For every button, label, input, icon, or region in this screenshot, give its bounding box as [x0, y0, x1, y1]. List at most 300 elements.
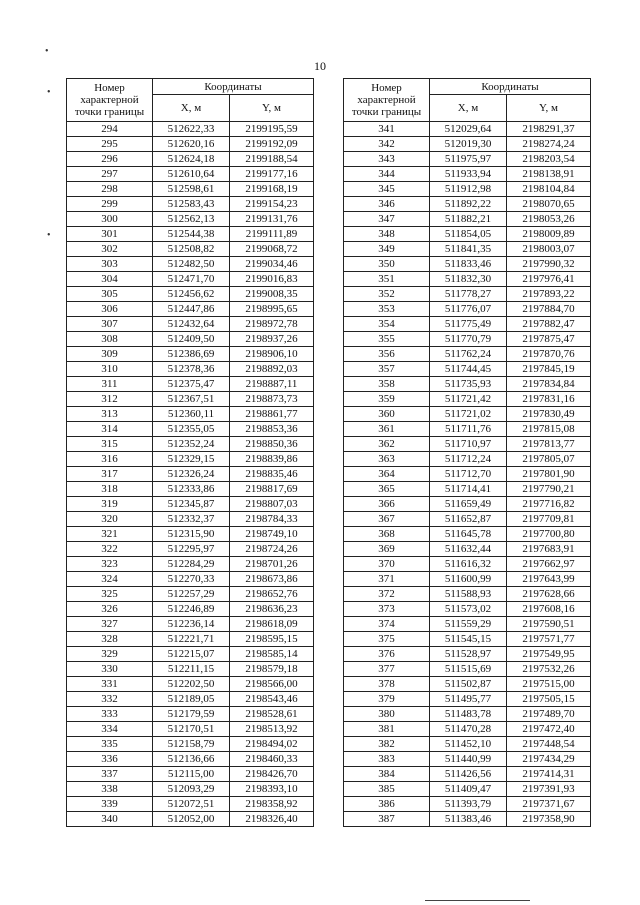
point-number-cell: 361 — [344, 422, 430, 437]
y-coordinate-cell: 2197532,26 — [507, 662, 591, 677]
y-coordinate-cell: 2198291,37 — [507, 122, 591, 137]
x-coordinate-cell: 511882,21 — [430, 212, 507, 227]
x-coordinate-cell: 511652,87 — [430, 512, 507, 527]
y-coordinate-cell: 2197434,29 — [507, 752, 591, 767]
table-row — [344, 797, 591, 812]
y-coordinate-cell: 2197549,95 — [507, 647, 591, 662]
point-number-cell: 379 — [344, 692, 430, 707]
table-row — [344, 272, 591, 287]
y-coordinate-cell: 2198749,10 — [230, 527, 314, 542]
y-coordinate-cell: 2197893,22 — [507, 287, 591, 302]
table-row — [344, 332, 591, 347]
x-coordinate-cell: 512598,61 — [153, 182, 230, 197]
y-coordinate-cell: 2198724,26 — [230, 542, 314, 557]
point-number-cell: 326 — [67, 602, 153, 617]
x-coordinate-cell: 512284,29 — [153, 557, 230, 572]
x-coordinate-cell: 511426,56 — [430, 767, 507, 782]
point-number-cell: 323 — [67, 557, 153, 572]
y-coordinate-cell: 2197358,90 — [507, 812, 591, 827]
table-row — [67, 692, 314, 707]
x-coordinate-cell: 511721,42 — [430, 392, 507, 407]
header-point-number: Номер характерной точки границы — [344, 79, 430, 122]
table-row — [67, 707, 314, 722]
point-number-cell: 316 — [67, 452, 153, 467]
x-coordinate-cell: 511515,69 — [430, 662, 507, 677]
x-coordinate-cell: 512610,64 — [153, 167, 230, 182]
x-coordinate-cell: 512189,05 — [153, 692, 230, 707]
table-row — [344, 722, 591, 737]
point-number-cell: 368 — [344, 527, 430, 542]
x-coordinate-cell: 511588,93 — [430, 587, 507, 602]
y-coordinate-cell: 2198585,14 — [230, 647, 314, 662]
y-coordinate-cell: 2198393,10 — [230, 782, 314, 797]
table-row — [67, 317, 314, 332]
table-row — [344, 692, 591, 707]
y-coordinate-cell: 2199192,09 — [230, 137, 314, 152]
table-row — [344, 302, 591, 317]
y-coordinate-cell: 2198673,86 — [230, 572, 314, 587]
table-row — [67, 587, 314, 602]
y-coordinate-cell: 2197831,16 — [507, 392, 591, 407]
table-row — [344, 632, 591, 647]
table-row — [344, 377, 591, 392]
y-coordinate-cell: 2198807,03 — [230, 497, 314, 512]
y-coordinate-cell: 2199111,89 — [230, 227, 314, 242]
table-row — [67, 197, 314, 212]
point-number-cell: 367 — [344, 512, 430, 527]
x-coordinate-cell: 511892,22 — [430, 197, 507, 212]
table-row — [67, 167, 314, 182]
point-number-cell: 304 — [67, 272, 153, 287]
y-coordinate-cell: 2198873,73 — [230, 392, 314, 407]
point-number-cell: 303 — [67, 257, 153, 272]
table-row — [344, 122, 591, 137]
table-row — [344, 587, 591, 602]
y-coordinate-cell: 2197414,31 — [507, 767, 591, 782]
table-row — [344, 362, 591, 377]
table-row — [344, 347, 591, 362]
table-row — [67, 302, 314, 317]
y-coordinate-cell: 2197813,77 — [507, 437, 591, 452]
page-number: 10 — [314, 59, 326, 73]
table-row — [344, 437, 591, 452]
x-coordinate-cell: 512562,13 — [153, 212, 230, 227]
y-coordinate-cell: 2198009,89 — [507, 227, 591, 242]
y-coordinate-cell: 2198652,76 — [230, 587, 314, 602]
y-coordinate-cell: 2198636,23 — [230, 602, 314, 617]
table-row — [67, 437, 314, 452]
y-coordinate-cell: 2197805,07 — [507, 452, 591, 467]
x-coordinate-cell: 512326,24 — [153, 467, 230, 482]
y-coordinate-cell: 2198494,02 — [230, 737, 314, 752]
point-number-cell: 338 — [67, 782, 153, 797]
x-coordinate-cell: 512236,14 — [153, 617, 230, 632]
y-coordinate-cell: 2198358,92 — [230, 797, 314, 812]
table-row — [67, 467, 314, 482]
x-coordinate-cell: 511616,32 — [430, 557, 507, 572]
table-row — [67, 497, 314, 512]
point-number-cell: 377 — [344, 662, 430, 677]
table-row — [67, 572, 314, 587]
point-number-cell: 296 — [67, 152, 153, 167]
point-number-cell: 332 — [67, 692, 153, 707]
point-number-cell: 355 — [344, 332, 430, 347]
point-number-cell: 378 — [344, 677, 430, 692]
point-number-cell: 366 — [344, 497, 430, 512]
point-number-cell: 371 — [344, 572, 430, 587]
table-row — [344, 317, 591, 332]
table-row — [344, 407, 591, 422]
x-coordinate-cell: 511409,47 — [430, 782, 507, 797]
point-number-cell: 331 — [67, 677, 153, 692]
table-row — [67, 527, 314, 542]
x-coordinate-cell: 512158,79 — [153, 737, 230, 752]
table-row — [344, 497, 591, 512]
table-row — [67, 122, 314, 137]
point-number-cell: 347 — [344, 212, 430, 227]
x-coordinate-cell: 511833,46 — [430, 257, 507, 272]
y-coordinate-cell: 2197801,90 — [507, 467, 591, 482]
point-number-cell: 299 — [67, 197, 153, 212]
table-row — [67, 152, 314, 167]
table-row — [344, 227, 591, 242]
point-number-cell: 354 — [344, 317, 430, 332]
x-coordinate-cell: 512360,11 — [153, 407, 230, 422]
point-number-cell: 311 — [67, 377, 153, 392]
coordinates-table-right — [343, 78, 591, 827]
table-row — [344, 152, 591, 167]
table-row — [344, 752, 591, 767]
y-coordinate-cell: 2198839,86 — [230, 452, 314, 467]
table-row — [344, 257, 591, 272]
y-coordinate-cell: 2198138,91 — [507, 167, 591, 182]
scan-mark: • — [47, 230, 51, 241]
x-coordinate-cell: 511776,07 — [430, 302, 507, 317]
scan-mark: • — [47, 87, 51, 98]
x-coordinate-cell: 512386,69 — [153, 347, 230, 362]
y-coordinate-cell: 2197700,80 — [507, 527, 591, 542]
table-row — [67, 737, 314, 752]
y-coordinate-cell: 2198618,09 — [230, 617, 314, 632]
table-row — [67, 242, 314, 257]
table-row — [67, 362, 314, 377]
table-row — [67, 557, 314, 572]
table-row — [67, 422, 314, 437]
x-coordinate-cell: 512019,30 — [430, 137, 507, 152]
point-number-cell: 308 — [67, 332, 153, 347]
x-coordinate-cell: 512257,29 — [153, 587, 230, 602]
table-row — [67, 662, 314, 677]
x-coordinate-cell: 512333,86 — [153, 482, 230, 497]
x-coordinate-cell: 512378,36 — [153, 362, 230, 377]
y-coordinate-cell: 2197472,40 — [507, 722, 591, 737]
y-coordinate-cell: 2197590,51 — [507, 617, 591, 632]
point-number-cell: 362 — [344, 437, 430, 452]
x-coordinate-cell: 512447,86 — [153, 302, 230, 317]
point-number-cell: 301 — [67, 227, 153, 242]
header-x: X, м — [430, 95, 507, 122]
table-row — [344, 392, 591, 407]
point-number-cell: 306 — [67, 302, 153, 317]
y-coordinate-cell: 2198528,61 — [230, 707, 314, 722]
point-number-cell: 321 — [67, 527, 153, 542]
table-row — [344, 527, 591, 542]
x-coordinate-cell: 512246,89 — [153, 602, 230, 617]
y-coordinate-cell: 2198543,46 — [230, 692, 314, 707]
table-row — [344, 647, 591, 662]
point-number-cell: 307 — [67, 317, 153, 332]
point-number-cell: 339 — [67, 797, 153, 812]
table-row — [344, 707, 591, 722]
y-coordinate-cell: 2199008,35 — [230, 287, 314, 302]
y-coordinate-cell: 2197515,00 — [507, 677, 591, 692]
y-coordinate-cell: 2198861,77 — [230, 407, 314, 422]
table-row — [67, 257, 314, 272]
y-coordinate-cell: 2198972,78 — [230, 317, 314, 332]
x-coordinate-cell: 511452,10 — [430, 737, 507, 752]
point-number-cell: 376 — [344, 647, 430, 662]
x-coordinate-cell: 511933,94 — [430, 167, 507, 182]
table-row — [344, 137, 591, 152]
table-row — [67, 227, 314, 242]
y-coordinate-cell: 2197683,91 — [507, 542, 591, 557]
point-number-cell: 346 — [344, 197, 430, 212]
point-number-cell: 357 — [344, 362, 430, 377]
point-number-cell: 334 — [67, 722, 153, 737]
point-number-cell: 336 — [67, 752, 153, 767]
y-coordinate-cell: 2199188,54 — [230, 152, 314, 167]
point-number-cell: 348 — [344, 227, 430, 242]
x-coordinate-cell: 511770,79 — [430, 332, 507, 347]
table-row — [344, 557, 591, 572]
y-coordinate-cell: 2198853,36 — [230, 422, 314, 437]
y-coordinate-cell: 2198003,07 — [507, 242, 591, 257]
point-number-cell: 358 — [344, 377, 430, 392]
y-coordinate-cell: 2198850,36 — [230, 437, 314, 452]
point-number-cell: 349 — [344, 242, 430, 257]
y-coordinate-cell: 2198995,65 — [230, 302, 314, 317]
point-number-cell: 297 — [67, 167, 153, 182]
point-number-cell: 369 — [344, 542, 430, 557]
table-row — [344, 452, 591, 467]
point-number-cell: 337 — [67, 767, 153, 782]
x-coordinate-cell: 512270,33 — [153, 572, 230, 587]
x-coordinate-cell: 511383,46 — [430, 812, 507, 827]
table-row — [67, 182, 314, 197]
point-number-cell: 364 — [344, 467, 430, 482]
table-row — [67, 542, 314, 557]
point-number-cell: 317 — [67, 467, 153, 482]
table-body-left — [67, 122, 314, 827]
x-coordinate-cell: 511483,78 — [430, 707, 507, 722]
point-number-cell: 327 — [67, 617, 153, 632]
table-row — [344, 242, 591, 257]
x-coordinate-cell: 511721,02 — [430, 407, 507, 422]
y-coordinate-cell: 2197489,70 — [507, 707, 591, 722]
x-coordinate-cell: 511912,98 — [430, 182, 507, 197]
x-coordinate-cell: 512367,51 — [153, 392, 230, 407]
point-number-cell: 350 — [344, 257, 430, 272]
table-row — [344, 512, 591, 527]
point-number-cell: 329 — [67, 647, 153, 662]
point-number-cell: 328 — [67, 632, 153, 647]
y-coordinate-cell: 2197391,93 — [507, 782, 591, 797]
table-row — [67, 797, 314, 812]
x-coordinate-cell: 512583,43 — [153, 197, 230, 212]
table-row — [344, 767, 591, 782]
y-coordinate-cell: 2197990,32 — [507, 257, 591, 272]
y-coordinate-cell: 2197830,49 — [507, 407, 591, 422]
point-number-cell: 370 — [344, 557, 430, 572]
y-coordinate-cell: 2198460,33 — [230, 752, 314, 767]
header-x: X, м — [153, 95, 230, 122]
point-number-cell: 345 — [344, 182, 430, 197]
point-number-cell: 313 — [67, 407, 153, 422]
y-coordinate-cell: 2198906,10 — [230, 347, 314, 362]
y-coordinate-cell: 2197608,16 — [507, 602, 591, 617]
y-coordinate-cell: 2198937,26 — [230, 332, 314, 347]
x-coordinate-cell: 512215,07 — [153, 647, 230, 662]
x-coordinate-cell: 512624,18 — [153, 152, 230, 167]
point-number-cell: 363 — [344, 452, 430, 467]
point-number-cell: 341 — [344, 122, 430, 137]
table-row — [67, 332, 314, 347]
y-coordinate-cell: 2198053,26 — [507, 212, 591, 227]
table-row — [344, 572, 591, 587]
point-number-cell: 385 — [344, 782, 430, 797]
table-row — [67, 677, 314, 692]
y-coordinate-cell: 2198887,11 — [230, 377, 314, 392]
y-coordinate-cell: 2197875,47 — [507, 332, 591, 347]
table-row — [344, 212, 591, 227]
y-coordinate-cell: 2198579,18 — [230, 662, 314, 677]
point-number-cell: 320 — [67, 512, 153, 527]
x-coordinate-cell: 512170,51 — [153, 722, 230, 737]
point-number-cell: 325 — [67, 587, 153, 602]
y-coordinate-cell: 2198326,40 — [230, 812, 314, 827]
y-coordinate-cell: 2197628,66 — [507, 587, 591, 602]
x-coordinate-cell: 512315,90 — [153, 527, 230, 542]
x-coordinate-cell: 511573,02 — [430, 602, 507, 617]
x-coordinate-cell: 511775,49 — [430, 317, 507, 332]
y-coordinate-cell: 2198892,03 — [230, 362, 314, 377]
y-coordinate-cell: 2198784,33 — [230, 512, 314, 527]
table-row — [67, 482, 314, 497]
x-coordinate-cell: 512432,64 — [153, 317, 230, 332]
table-row — [344, 167, 591, 182]
x-coordinate-cell: 511778,27 — [430, 287, 507, 302]
point-number-cell: 382 — [344, 737, 430, 752]
point-number-cell: 324 — [67, 572, 153, 587]
point-number-cell: 310 — [67, 362, 153, 377]
table-row — [67, 617, 314, 632]
x-coordinate-cell: 512471,70 — [153, 272, 230, 287]
point-number-cell: 335 — [67, 737, 153, 752]
table-row — [67, 512, 314, 527]
point-number-cell: 302 — [67, 242, 153, 257]
point-number-cell: 383 — [344, 752, 430, 767]
x-coordinate-cell: 512409,50 — [153, 332, 230, 347]
table-row — [67, 347, 314, 362]
point-number-cell: 360 — [344, 407, 430, 422]
x-coordinate-cell: 512456,62 — [153, 287, 230, 302]
table-row — [67, 272, 314, 287]
header-y: Y, м — [507, 95, 591, 122]
x-coordinate-cell: 512221,71 — [153, 632, 230, 647]
point-number-cell: 365 — [344, 482, 430, 497]
x-coordinate-cell: 512375,47 — [153, 377, 230, 392]
table-row — [344, 542, 591, 557]
point-number-cell: 372 — [344, 587, 430, 602]
point-number-cell: 312 — [67, 392, 153, 407]
x-coordinate-cell: 512355,05 — [153, 422, 230, 437]
table-row — [344, 677, 591, 692]
table-row — [67, 452, 314, 467]
x-coordinate-cell: 512115,00 — [153, 767, 230, 782]
x-coordinate-cell: 512093,29 — [153, 782, 230, 797]
y-coordinate-cell: 2198203,54 — [507, 152, 591, 167]
header-coordinates: Координаты — [153, 79, 314, 95]
table-row — [67, 137, 314, 152]
table-row — [344, 197, 591, 212]
point-number-cell: 318 — [67, 482, 153, 497]
header-y: Y, м — [230, 95, 314, 122]
table-row — [344, 617, 591, 632]
x-coordinate-cell: 511710,97 — [430, 437, 507, 452]
x-coordinate-cell: 512482,50 — [153, 257, 230, 272]
table-row — [344, 287, 591, 302]
table-row — [67, 287, 314, 302]
point-number-cell: 386 — [344, 797, 430, 812]
point-number-cell: 375 — [344, 632, 430, 647]
y-coordinate-cell: 2197870,76 — [507, 347, 591, 362]
point-number-cell: 384 — [344, 767, 430, 782]
y-coordinate-cell: 2198835,46 — [230, 467, 314, 482]
table-row — [67, 812, 314, 827]
x-coordinate-cell: 511545,15 — [430, 632, 507, 647]
table-row — [344, 737, 591, 752]
y-coordinate-cell: 2198070,65 — [507, 197, 591, 212]
x-coordinate-cell: 511975,97 — [430, 152, 507, 167]
x-coordinate-cell: 512136,66 — [153, 752, 230, 767]
point-number-cell: 300 — [67, 212, 153, 227]
x-coordinate-cell: 511440,99 — [430, 752, 507, 767]
x-coordinate-cell: 512295,97 — [153, 542, 230, 557]
table-row — [67, 407, 314, 422]
point-number-cell: 356 — [344, 347, 430, 362]
x-coordinate-cell: 511528,97 — [430, 647, 507, 662]
x-coordinate-cell: 512072,51 — [153, 797, 230, 812]
table-row — [344, 422, 591, 437]
x-coordinate-cell: 512202,50 — [153, 677, 230, 692]
x-coordinate-cell: 511841,35 — [430, 242, 507, 257]
header-coordinates: Координаты — [430, 79, 591, 95]
y-coordinate-cell: 2197976,41 — [507, 272, 591, 287]
header-point-number: Номер характерной точки границы — [67, 79, 153, 122]
table-row — [344, 782, 591, 797]
x-coordinate-cell: 511714,41 — [430, 482, 507, 497]
x-coordinate-cell: 511600,99 — [430, 572, 507, 587]
y-coordinate-cell: 2197643,99 — [507, 572, 591, 587]
y-coordinate-cell: 2199034,46 — [230, 257, 314, 272]
y-coordinate-cell: 2199177,16 — [230, 167, 314, 182]
point-number-cell: 330 — [67, 662, 153, 677]
x-coordinate-cell: 511470,28 — [430, 722, 507, 737]
table-row — [67, 602, 314, 617]
x-coordinate-cell: 511762,24 — [430, 347, 507, 362]
y-coordinate-cell: 2199154,23 — [230, 197, 314, 212]
x-coordinate-cell: 511712,24 — [430, 452, 507, 467]
